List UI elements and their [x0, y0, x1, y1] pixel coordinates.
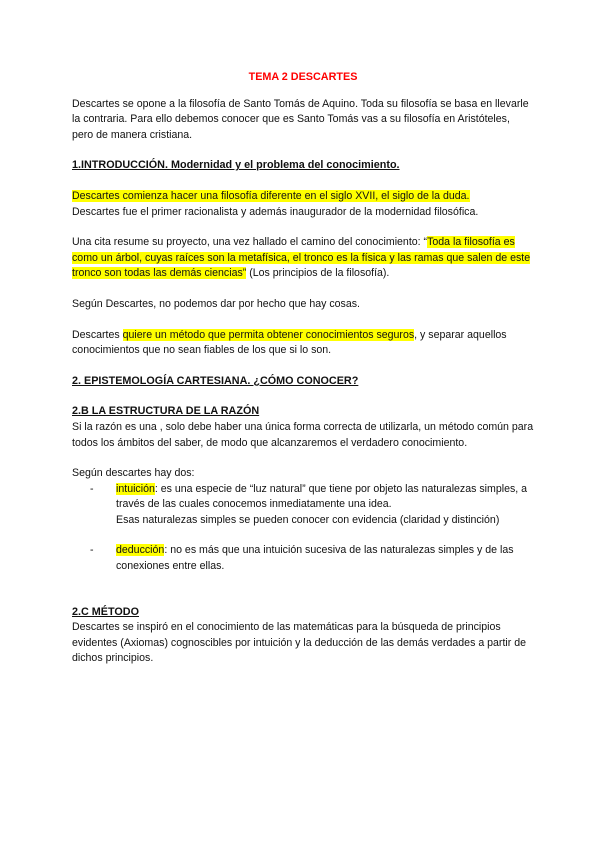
paragraph-razon-una: Si la razón es una , solo debe haber una única forma correcta de utilizarla, un método común para todos los ámbitos del saber, de modo que alcanzaremos el verdadero conocimiento. [72, 420, 534, 449]
intuicion-definition: : es una especie de “luz natural” que tiene por objeto las naturalezas simples, a través de las cuales conocemos inmediatamente una idea. [116, 482, 528, 511]
paragraph-dar-por-hecho: Según Descartes, no podemos dar por hecho que hay cosas. [72, 297, 360, 310]
cita-source-text: (Los principios de la filosofía). [246, 267, 390, 280]
modos-list [72, 482, 534, 575]
highlight-siglo-duda: Descartes comienza hacer una filosofía diferente en el siglo XVII, el siglo de la duda. [72, 189, 470, 202]
deduccion-definition: : no es más que una intuición sucesiva de las naturalezas simples y de las conexiones entre ellas. [116, 544, 514, 573]
list-dash: - [90, 544, 94, 557]
cita-intro-text: Una cita resume su proyecto, una vez hallado el camino del conocimiento: “ [72, 236, 428, 249]
paragraph-siglo-duda [72, 189, 534, 220]
list-item-intuicion [90, 482, 534, 529]
intuicion-extra: Esas naturalezas simples se pueden conocer con evidencia (claridad y distinción) [116, 513, 500, 526]
section-heading-epistemologia: 2. EPISTEMOLOGÍA CARTESIANA. ¿CÓMO CONOCER? [72, 374, 359, 387]
paragraph-cita-arbol [72, 235, 534, 282]
subsection-heading-estructura-razon: 2.B LA ESTRUCTURA DE LA RAZÓN [72, 405, 260, 418]
document-content [72, 64, 534, 667]
section-heading-introduccion: 1.INTRODUCCIÓN. Modernidad y el problema del conocimiento. [72, 159, 400, 172]
highlight-cita-arbol: Toda la filosofía es como un árbol, cuyas raíces son la metafísica, el tronco es la física y las ramas que salen de este tronco son todas las demás ciencias” [72, 236, 531, 280]
highlight-deduccion: deducción [116, 544, 165, 557]
text-primer-racionalista: Descartes fue el primer racionalista y además inaugurador de la modernidad filosófica. [72, 205, 479, 218]
page-title: TEMA 2 DESCARTES [248, 71, 358, 83]
metodo-pre-text: Descartes [72, 328, 123, 341]
paragraph-metodo-seguro [72, 328, 534, 359]
subsection-heading-metodo: 2.C MÉTODO [72, 605, 139, 618]
metodo-post-text: , y separar aquellos conocimientos que no sean fiables de los que si lo son. [72, 328, 507, 357]
list-dash: - [90, 482, 94, 495]
highlight-metodo-seguro: quiere un método que permita obtener conocimientos seguros [122, 328, 415, 341]
highlight-intuicion: intuición [116, 482, 155, 495]
list-item-deduccion [90, 543, 534, 574]
paragraph-matematicas: Descartes se inspiró en el conocimiento de las matemáticas para la búsqueda de principios evidentes (Axiomas) cognoscibles por intuición y la deducción de las demás verdades a partir de dichos principios. [72, 621, 527, 665]
intro-paragraph: Descartes se opone a la filosofía de Santo Tomás de Aquino. Toda su filosofía se basa en llevarle la contraria. Para ello debemos conocer que es Santo Tomás vas a su filosofía en Aristóteles, pero de manera cristiana. [72, 97, 529, 141]
paragraph-hay-dos: Según descartes hay dos: [72, 467, 195, 480]
